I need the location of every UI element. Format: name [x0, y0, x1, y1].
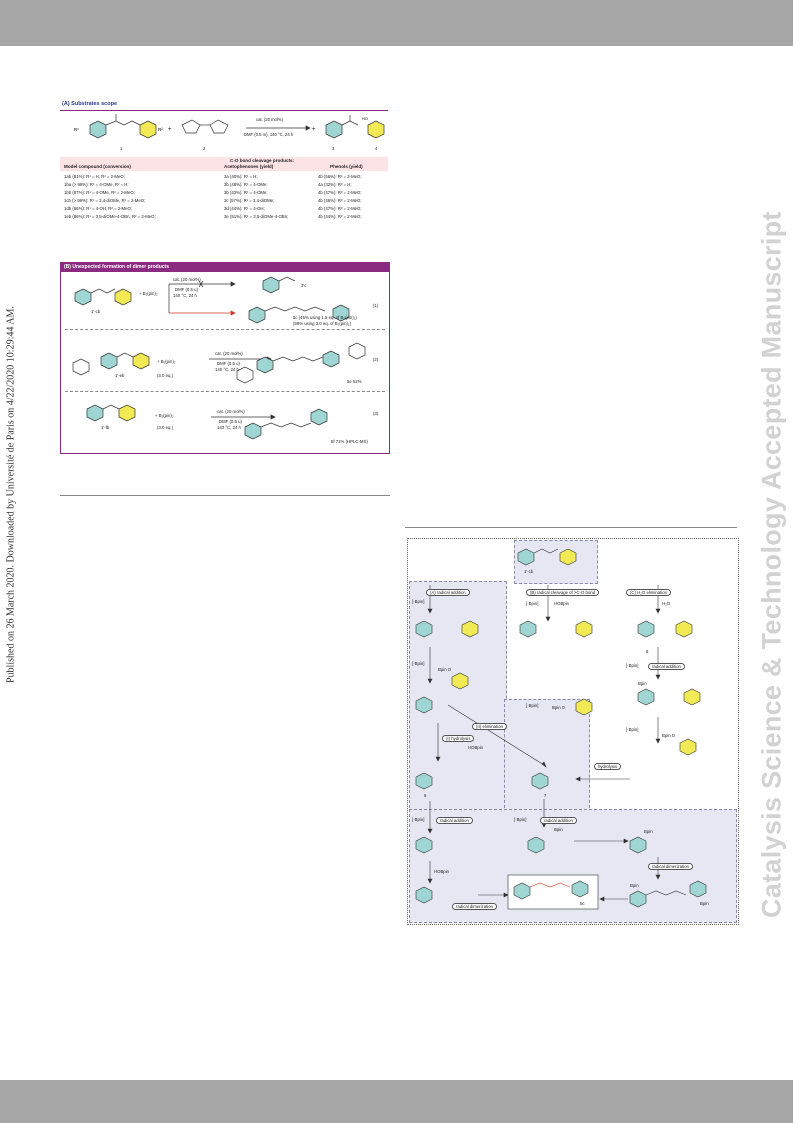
mech-label-8: 8 — [646, 649, 649, 654]
table-cell: 4b (47%): R² = 2-MeO; — [318, 190, 362, 195]
mech-label-6: 6 — [424, 793, 427, 798]
rxn1-cond2: DMF (0.5 u) — [175, 287, 198, 292]
rxn3-cond2: DMF (0.5 u) — [219, 419, 242, 424]
table-cell: 4b (56%): R² = 2-MeO; — [318, 174, 362, 179]
mech-bpin-o-c: Bpin O — [662, 733, 676, 738]
svg-text:HO: HO — [362, 116, 368, 121]
mech-bpin-label-c: Bpin — [638, 681, 647, 686]
svg-text:R¹: R¹ — [74, 127, 79, 132]
panel-a-scheme — [60, 110, 388, 157]
compound-label-3: 3 — [332, 146, 335, 151]
table-row — [60, 197, 388, 205]
table-cell: 4b (46%): R² = 2-MeO; — [318, 198, 362, 203]
bottom-bar — [0, 1080, 793, 1123]
mechanism-scheme — [407, 538, 739, 925]
table-cell: 3a (40%): R¹ = H; — [224, 174, 258, 179]
panel-a-cond-top: cat. (20 mol%) — [256, 117, 283, 122]
rxn1-substrate-label: 1'-cb — [91, 309, 101, 314]
rxn3-substrate-label: 1'-fb — [101, 425, 110, 430]
rxn1-cond1: cat. (20 mol%) — [173, 277, 201, 282]
mech-bpin-a2: [·Bpin] — [412, 661, 425, 666]
panel-a-scheme-drawing — [60, 111, 388, 157]
rxn2-cond1: cat. (20 mol%) — [215, 351, 243, 356]
mech-radical-dimerization-c: radical dimerization — [648, 863, 693, 870]
mech-bpin-a3: [·Bpin] — [412, 817, 425, 822]
table-header-col1: Model compound (conversion) — [64, 164, 131, 169]
table-row — [60, 213, 388, 221]
mech-bpin-a1: [·Bpin] — [412, 599, 425, 604]
table-header-col2: Acetophenones (yield) — [224, 164, 274, 169]
table-row — [60, 205, 388, 213]
table-cell: 3b (43%): R¹ = 4-OMe; — [224, 190, 268, 195]
mech-hobpin-a: HOBpin — [468, 745, 484, 750]
mech-bpin-label-d1: Bpin — [630, 883, 639, 888]
mech-label-5c: 5c — [580, 901, 585, 906]
panel-b-divider — [65, 329, 385, 330]
rxn3-eq: (3.0 eq.) — [157, 425, 174, 430]
table-cell: 1ab (81%): R¹ = H, R² = 2-MeO; — [64, 174, 125, 179]
mech-elimination: (II) elimination — [472, 723, 507, 730]
mech-top-compound: 1'-cb — [524, 569, 534, 574]
mech-bpin-label-c2: Bpin — [644, 829, 653, 834]
compound-label-1: 1 — [120, 146, 123, 151]
rxn2-product: 5e 52% — [347, 379, 362, 384]
mech-bpin-b1: [·Bpin] — [526, 601, 539, 606]
table-row — [60, 173, 388, 181]
rxn3-product: 5f 71% (HPLC-MS) — [331, 439, 368, 444]
rxn3-cond3: 140 °C, 24 h — [217, 425, 241, 430]
rxn2-number: (2) — [373, 357, 379, 362]
mech-path-b: (B) radical cleavage of >C-O bond — [526, 589, 599, 596]
rxn1-note1: 5c (45% using 1.5 eq. of B₂(pin)₂) — [293, 315, 357, 320]
mech-radical-dimerization-a: radical dimerization — [452, 903, 497, 910]
table-cell: 1db (66%): R¹ = 4-OH, R² = 2-MeO; — [64, 206, 133, 211]
panel-b-divider — [65, 391, 385, 392]
rxn2-cond2: DMF (0.5 u) — [217, 361, 240, 366]
panel-b-title: (B) Unexpected formation of dimer products — [64, 264, 170, 270]
mech-bpin-b3: [·Bpin] — [514, 817, 527, 822]
mech-bpin-label-d2: Bpin — [700, 901, 709, 906]
mech-label-7: 7 — [544, 793, 547, 798]
table-cell: 1bb (87%): R¹ = 4-OMe, R² = 2-MeO; — [64, 190, 135, 195]
top-bar — [0, 0, 793, 46]
rxn1-top-product: 3'c — [301, 283, 307, 288]
table-cell: 1cb (> 99%): R¹ = 3,4-diOMe, R² = 2-MeO; — [64, 198, 146, 203]
mech-bpin-o-a: Bpin O — [438, 667, 452, 672]
rxn1-cond3: 140 °C, 24 h — [173, 293, 197, 298]
table-header-col3: Phenols (yield) — [330, 164, 363, 169]
rxn1-number: (1) — [373, 303, 379, 308]
mech-hydrolysis-2: hydrolysis — [594, 763, 621, 770]
mech-hobpin-b1: HOBpin — [554, 601, 570, 606]
panel-b-dimer-products — [60, 262, 390, 454]
mech-bpin-o-b: Bpin O — [552, 705, 566, 710]
mech-radical-addition-a: radical addition — [436, 817, 473, 824]
separator-left — [60, 495, 390, 496]
panel-a-substrate-scope — [60, 100, 388, 260]
separator-right — [405, 527, 737, 528]
rxn2-substrate-label: 1'-eb — [115, 373, 125, 378]
mech-h2o: H₂O — [662, 601, 671, 606]
panel-a-cond-bottom: DMF (0.5 m), 140 °C, 24 h — [244, 132, 294, 137]
journal-watermark: Catalysis Science & Technology Accepted Manuscript — [756, 211, 787, 919]
rxn3-cond1: cat. (20 mol%) — [217, 409, 245, 414]
table-cell: 3b (48%): R¹ = 4-OMe; — [224, 182, 268, 187]
table-row — [60, 189, 388, 197]
rxn3-reagent: + B₂(pin)₂ — [155, 413, 174, 418]
compound-label-2: 2 — [203, 146, 206, 151]
table-header-col2-top: C-O bond cleavage products: — [230, 158, 295, 163]
svg-text:+: + — [168, 127, 172, 133]
mech-hobpin-bottom: HOBpin — [434, 869, 450, 874]
publication-side-note: Published on 26 March 2020. Downloaded by Université de Paris on 4/22/2020 10:29:44 AM. — [5, 306, 17, 684]
mech-path-a: (A) radical addition — [426, 589, 470, 596]
rxn2-reagent: + B₂(pin)₂ — [157, 359, 176, 364]
table-cell: 1ba (> 99%): R¹ = 4-OMe, R² = H; — [64, 182, 129, 187]
mech-bpin-label-b: Bpin — [554, 827, 563, 832]
rxn2-eq: (3.0 eq.) — [157, 373, 174, 378]
mech-path-c: (C) H₂O elimination — [626, 589, 671, 596]
table-cell: 4a (32%): R² = H; — [318, 182, 352, 187]
mech-bpin-c2: [·Bpin] — [626, 727, 639, 732]
rxn2-cond3: 140 °C, 24 h — [215, 367, 239, 372]
table-cell: 3e (51%): R¹ = 3,5-diOMe-4-OBn; — [224, 214, 289, 219]
table-row — [60, 181, 388, 189]
mech-bpin-c1: [·Bpin] — [626, 663, 639, 668]
mech-bpin-b2: [·Bpin] — [526, 703, 539, 708]
svg-text:+: + — [312, 127, 316, 133]
table-cell: 1eb (86%): R¹ = 3,5-diOMe-4-OBn, R² = 2-MeO; — [64, 214, 156, 219]
compound-label-4: 4 — [375, 146, 378, 151]
rxn1-note2: (99% using 3.0 eq. of B₂(pin)₂) — [293, 321, 352, 326]
rxn3-number: (3) — [373, 411, 379, 416]
mech-radical-addition-b: radical addition — [540, 817, 577, 824]
table-cell: 4b (47%): R² = 2-MeO; — [318, 206, 362, 211]
table-header — [60, 157, 388, 171]
table-cell: 3d (44%): R¹ = 4-OH; — [224, 206, 265, 211]
table-cell: 4b (44%): R² = 2-MeO; — [318, 214, 362, 219]
mech-hydrolysis: (I) hydrolysis — [442, 735, 474, 742]
panel-a-title: (A) Substrates scope — [62, 101, 118, 107]
table-cell: 3c (57%): R¹ = 3,4-diOMe; — [224, 198, 275, 203]
rxn1-reagent: + B₂(pin)₂ — [139, 291, 158, 296]
mech-radical-addition-c: radical addition — [648, 663, 685, 670]
svg-text:R²: R² — [158, 127, 163, 132]
